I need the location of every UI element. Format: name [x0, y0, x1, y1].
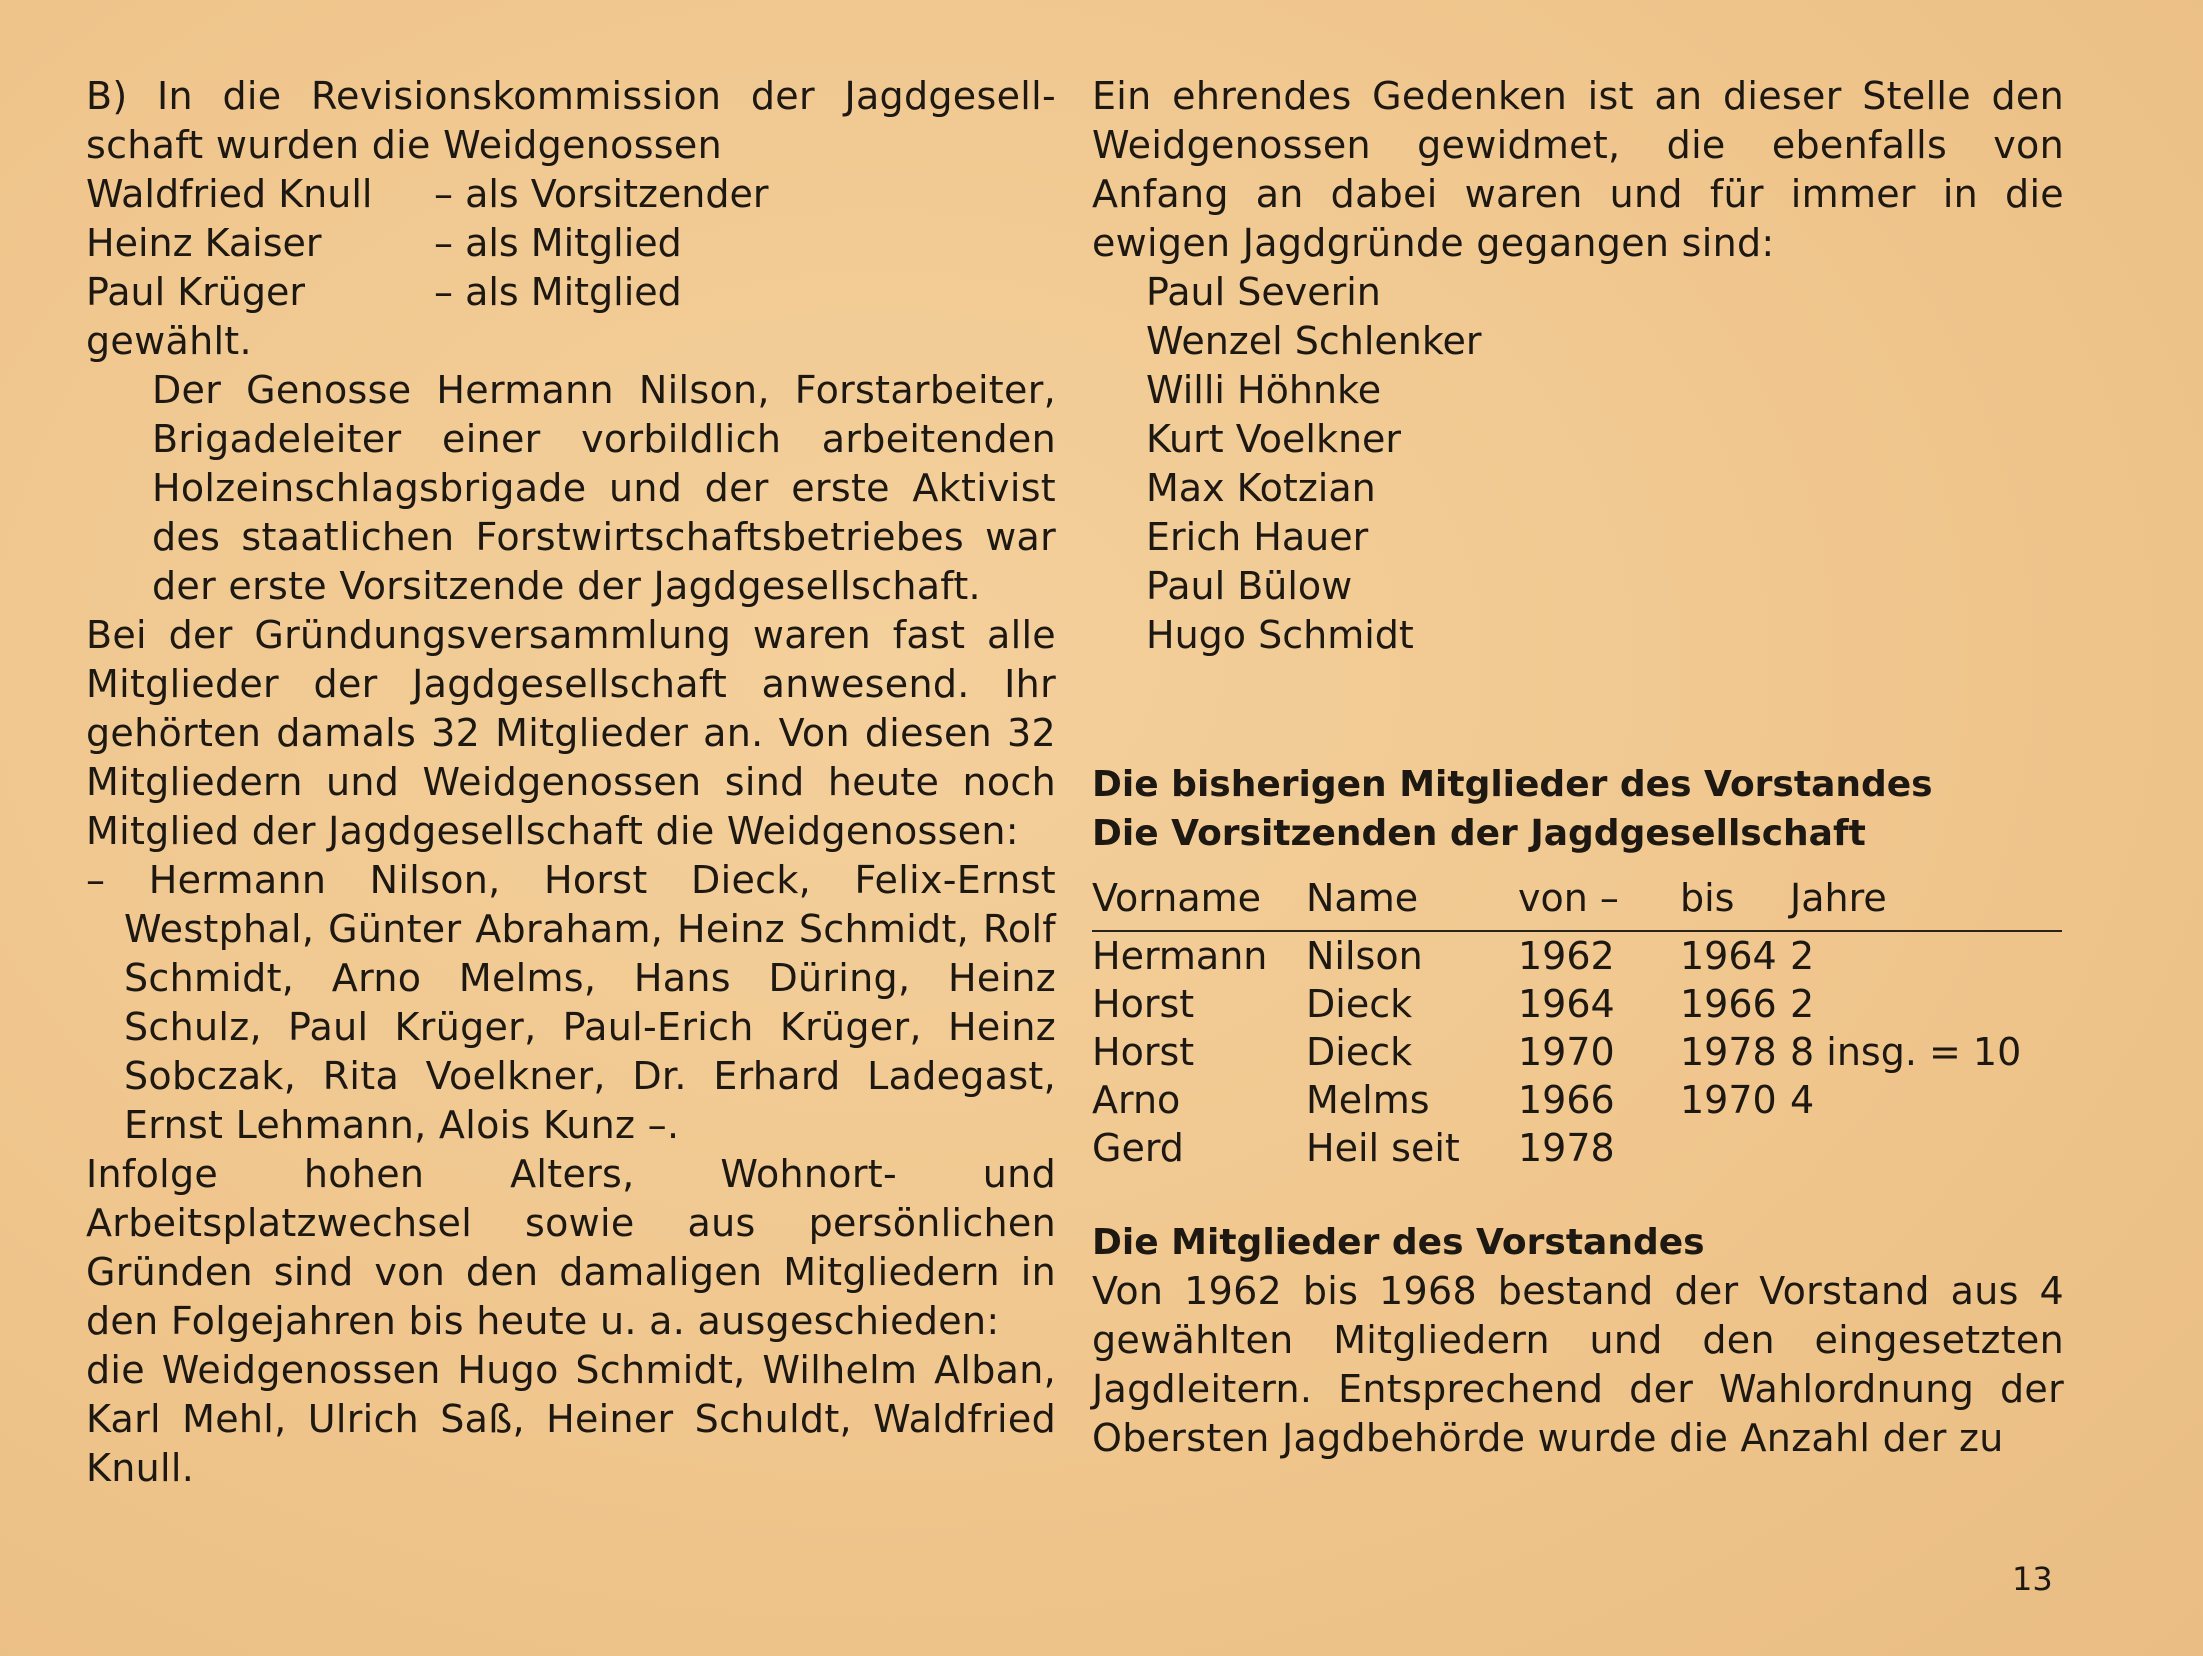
founding-paragraph: Bei der Gründungsversammlung waren fast alle Mitglieder der Jagdgesellschaft anwesend. Ihr gehörten damals 32 Mitglieder an. Von diesen 32 Mitgliedern und Weidgenossen sind heute noch Mitglied der Jagdgesellschaft die Weidgenossen: [86, 613, 1056, 853]
member-name: Waldfried Knull [86, 172, 373, 216]
table-cell: Arno [1092, 1078, 1181, 1122]
member-name: Heinz Kaiser [86, 221, 322, 265]
table-cell: Dieck [1306, 982, 1413, 1026]
column-header: Vorname [1092, 876, 1306, 931]
member-name: Paul Krüger [86, 270, 305, 314]
memorial-name: Kurt Voelkner [1146, 417, 1402, 461]
table-cell: Horst [1092, 1030, 1195, 1074]
column-header: Jahre [1790, 876, 2062, 931]
commission-row [86, 219, 1056, 268]
memorial-name: Paul Bülow [1146, 564, 1353, 608]
column-header: Name [1306, 876, 1518, 931]
table-row [1092, 1124, 2062, 1172]
table-cell: Heil seit [1306, 1126, 1460, 1170]
member-role: – als Vorsitzender [434, 172, 769, 216]
memorial-paragraph: Ein ehrendes Gedenken ist an dieser Stelle den Weidgenossen gewidmet, die ebenfalls von Anfang an dabei waren und für immer in die ewigen Jagdgründe gegangen sind: [1092, 74, 2064, 265]
memorial-name: Willi Höhnke [1146, 368, 1382, 412]
text-line: B) In die Revisionskommission der Jagdgesell- [86, 74, 1056, 118]
table-cell: 1964 [1680, 934, 1777, 978]
section-heading: Die Vorsitzenden der Jagdgesellschaft [1092, 813, 1866, 854]
right-column [1092, 72, 2064, 1463]
column-header: bis [1680, 876, 1790, 931]
current-members-list: – Hermann Nilson, Horst Dieck, Felix-Ernst Westphal, Günter Abraham, Heinz Schmidt, Rolf Schmidt, Arno Melms, Hans Düring, Heinz Schulz, Paul Krüger, Paul-Erich Krüger, Heinz Sobczak, Rita Voelkner, Dr. Erhard Ladegast, Ernst Lehmann, Alois Kunz –. [86, 858, 1056, 1147]
table-cell [1790, 1124, 2062, 1172]
commission-row [86, 170, 1056, 219]
text-line: schaft wurden die Weidgenossen [86, 123, 722, 167]
member-role: – als Mitglied [434, 270, 682, 314]
table-row [1092, 1028, 2062, 1076]
member-role: – als Mitglied [434, 221, 682, 265]
table-cell: Dieck [1306, 1030, 1413, 1074]
table-cell: Nilson [1306, 934, 1423, 978]
column-header: von – [1518, 876, 1680, 931]
commission-row [86, 268, 1056, 317]
table-cell: 1966 [1680, 982, 1777, 1026]
nilson-paragraph: Der Genosse Hermann Nilson, Forstarbeiter, Brigadeleiter einer vorbildlich arbeitenden Holzeinschlagsbrigade und der erste Aktivist des staatlichen Forstwirtschaftsbetriebes war der erste Vorsitzende der Jagdgesellschaft. [152, 368, 1056, 608]
memorial-name: Max Kotzian [1146, 466, 1376, 510]
memorial-name: Erich Hauer [1146, 515, 1369, 559]
table-cell: 8 insg. = 10 [1790, 1030, 2022, 1074]
table-cell: 2 [1790, 934, 1815, 978]
table-cell: Gerd [1092, 1126, 1184, 1170]
table-row [1092, 980, 2062, 1028]
table-cell: 1970 [1518, 1030, 1615, 1074]
commission-intro [86, 72, 1056, 170]
commission-list [86, 170, 1056, 317]
table-cell: Hermann [1092, 934, 1268, 978]
table-cell: 1978 [1680, 1030, 1777, 1074]
table-cell: 1970 [1680, 1078, 1777, 1122]
table-cell: 4 [1790, 1078, 1815, 1122]
table-cell: Horst [1092, 982, 1195, 1026]
section-heading: Die bisherigen Mitglieder des Vorstandes [1092, 764, 1933, 805]
table-row [1092, 1076, 2062, 1124]
table-cell [1680, 1124, 1790, 1172]
left-column [86, 72, 1056, 1493]
departed-names: die Weidgenossen Hugo Schmidt, Wilhelm Alban, Karl Mehl, Ulrich Saß, Heiner Schuldt, Waldfried Knull. [86, 1348, 1056, 1490]
table-cell: 1978 [1518, 1126, 1615, 1170]
table-cell: 1964 [1518, 982, 1615, 1026]
chairmen-table [1092, 876, 2062, 1172]
memorial-name: Hugo Schmidt [1146, 613, 1414, 657]
table-row [1092, 931, 2062, 980]
table-cell: 2 [1790, 982, 1815, 1026]
departed-paragraph: Infolge hohen Alters, Wohnort- und Arbeitsplatzwechsel sowie aus persönlichen Gründen sind von den damaligen Mitgliedern in den Folgejahren bis heute u. a. ausgeschieden: [86, 1152, 1056, 1343]
table-cell: Melms [1306, 1078, 1430, 1122]
table-header-row [1092, 876, 2062, 931]
section-heading: Die Mitglieder des Vorstandes [1092, 1222, 1705, 1263]
memorial-name: Paul Severin [1146, 270, 1381, 314]
board-paragraph: Von 1962 bis 1968 bestand der Vorstand aus 4 gewählten Mitgliedern und den eingesetzten Jagdleitern. Entsprechend der Wahlordnung der Obersten Jagdbehörde wurde die Anzahl der zu [1092, 1269, 2064, 1460]
memorial-names [1092, 268, 2064, 660]
elected-text: gewählt. [86, 319, 252, 363]
table-cell: 1966 [1518, 1078, 1615, 1122]
table-cell: 1962 [1518, 934, 1615, 978]
memorial-name: Wenzel Schlenker [1146, 319, 1482, 363]
page-number: 13 [2012, 1560, 2053, 1598]
